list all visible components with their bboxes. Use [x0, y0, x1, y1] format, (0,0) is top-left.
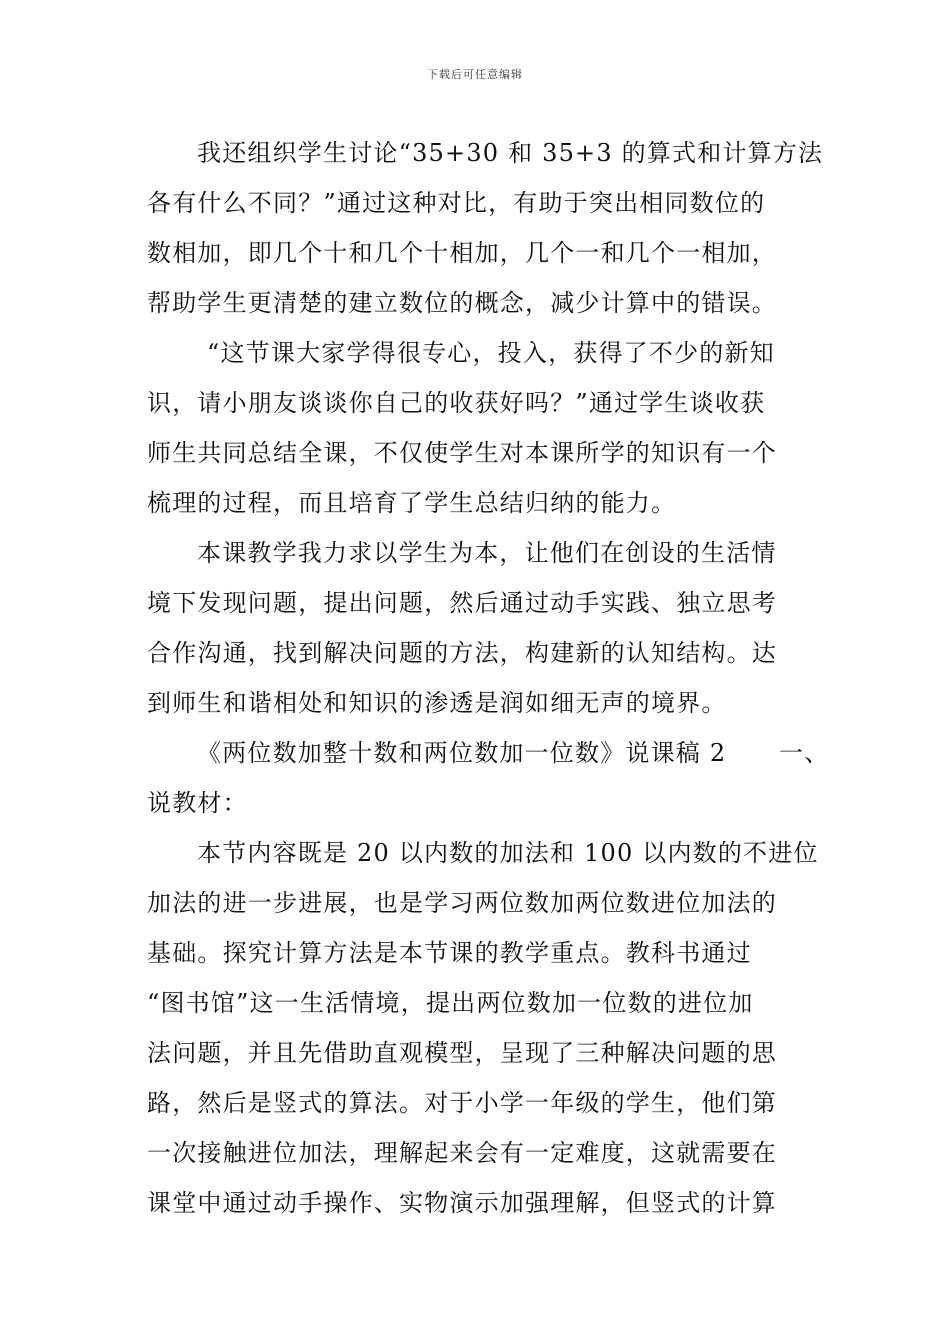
text-line: “这节课大家学得很专心，投入，获得了不少的新知: [207, 339, 775, 367]
paragraph: [147, 128, 824, 328]
text-line: 境下发现问题，提出问题，然后通过动手实践、独立思考: [147, 589, 777, 617]
section-number: 一、: [779, 739, 830, 767]
text-line: 数相加，即几个十和几个十相加，几个一和几个一相加，: [147, 239, 777, 267]
text-line: 帮助学生更清楚的建立数位的概念，减少计算中的错误。: [147, 289, 777, 317]
text-line: 我还组织学生讨论“35+30 和 35+3 的算式和计算方法: [197, 139, 824, 167]
text-line: 课堂中通过动手操作、实物演示加强理解，但竖式的计算: [147, 1189, 777, 1217]
text-line: 师生共同总结全课，不仅使学生对本课所学的知识有一个: [147, 439, 777, 467]
paragraph: [147, 528, 809, 728]
text-line: 路，然后是竖式的算法。对于小学一年级的学生，他们第: [147, 1089, 777, 1117]
text-line: 法问题，并且先借助直观模型，呈现了三种解决问题的思: [147, 1039, 777, 1067]
paragraph: [147, 728, 830, 828]
text-line: 一次接触进位加法，理解起来会有一定难度，这就需要在: [147, 1139, 777, 1167]
document-body: [147, 128, 830, 1228]
text-line: 梳理的过程，而且培育了学生总结归纳的能力。: [147, 489, 677, 517]
text-line: “图书馆”这一生活情境，提出两位数加一位数的进位加: [147, 989, 754, 1017]
text-line: 基础。探究计算方法是本节课的教学重点。教科书通过: [147, 939, 752, 967]
paragraph: [147, 328, 809, 528]
text-line: 加法的进一步进展，也是学习两位数加两位数进位加法的: [147, 889, 777, 917]
text-line: 各有什么不同？”通过这种对比，有助于突出相同数位的: [147, 189, 766, 217]
text-line: 识，请小朋友谈谈你自己的收获好吗？”通过学生谈收获: [147, 389, 766, 417]
paragraph: [147, 828, 819, 1228]
page-header-note: 下载后可任意编辑: [427, 68, 523, 81]
section-title-line: [147, 728, 830, 778]
text-line: 合作沟通，找到解决问题的方法，构建新的认知结构。达: [147, 639, 777, 667]
section-title: 《两位数加整十数和两位数加一位数》说课稿 2: [197, 739, 727, 767]
text-line: 到师生和谐相处和知识的渗透是润如细无声的境界。: [147, 689, 727, 717]
text-line: 本课教学我力求以学生为本，让他们在创设的生活情: [197, 539, 777, 567]
text-line: 本节内容既是 20 以内数的加法和 100 以内数的不进位: [197, 839, 819, 867]
text-line: 说教材：: [147, 789, 248, 817]
